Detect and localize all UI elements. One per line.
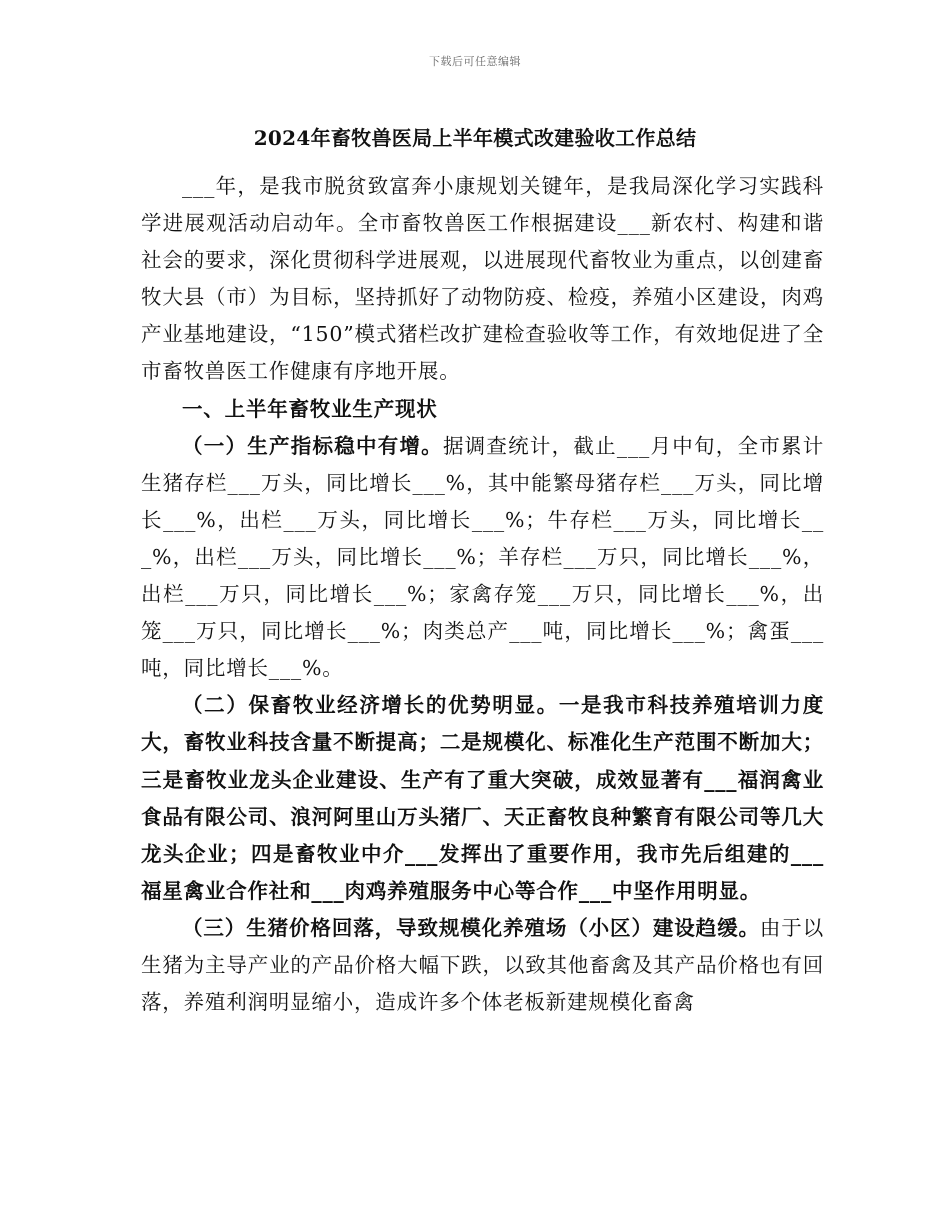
section-heading: 一、上半年畜牧业生产现状 [182, 396, 438, 421]
document-body [141, 168, 824, 1021]
subsection-1-lead: （一）生产指标稳中有增。 [182, 433, 443, 458]
subsection-3-paragraph [141, 910, 824, 1021]
intro-paragraph: ___年，是我市脱贫致富奔小康规划关键年，是我局深化学习实践科学进展观活动启动年。全市畜牧兽医工作根据建设___新农村、构建和谐社会的要求，深化贯彻科学进展观，以进展现代畜牧业为重点，以创建畜牧大县（市）为目标，坚持抓好了动物防疫、检疫，养殖小区建设，肉鸡产业基地建设，“150”模式猪栏改扩建检查验收等工作，有效地促进了全市畜牧兽医工作健康有序地开展。 [141, 174, 824, 384]
subsection-1-text: 据调查统计，截止___月中旬，全市累计生猪存栏___万头，同比增长___%，其中能繁母猪存栏___万头，同比增长___%，出栏___万头，同比增长___%；牛存栏___万头，同比增长___%，出栏___万头，同比增长___%；羊存栏___万只，同比增长___%，出栏___万只，同比增长___%；家禽存笼___万只，同比增长___%，出笼___万只，同比增长___%；肉类总产___吨，同比增长___%；禽蛋___吨，同比增长___%。 [141, 433, 824, 681]
header-note: 下载后可任意编辑 [429, 55, 521, 68]
subsection-3-text: 由于以生猪为主导产业的产品价格大幅下跌，以致其他畜禽及其产品价格也有回落，养殖利润明显缩小，造成许多个体老板新建规模化畜禽 [141, 915, 824, 1015]
document-title: 2024年畜牧兽医局上半年模式改建验收工作总结 [253, 126, 697, 150]
subsection-1-paragraph [141, 428, 824, 688]
subsection-2-paragraph: （二）保畜牧业经济增长的优势明显。一是我市科技养殖培训力度大，畜牧业科技含量不断提高；二是规模化、标准化生产范围不断加大；三是畜牧业龙头企业建设、生产有了重大突破，成效显著有___福润禽业食品有限公司、浪河阿里山万头猪厂、天正畜牧良种繁育有限公司等几大龙头企业；四是畜牧业中介___发挥出了重要作用，我市先后组建的___福星禽业合作社和___肉鸡养殖服务中心等合作___中坚作用明显。 [141, 693, 824, 903]
subsection-3-lead: （三）生猪价格回落，导致规模化养殖场（小区）建设趋缓。 [182, 915, 760, 940]
